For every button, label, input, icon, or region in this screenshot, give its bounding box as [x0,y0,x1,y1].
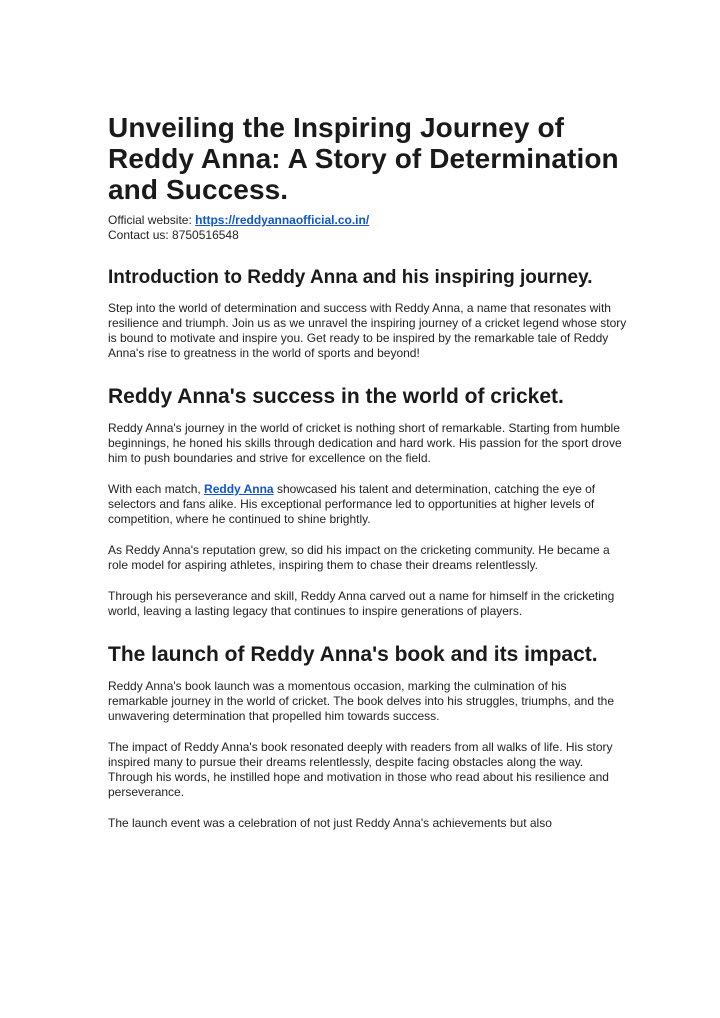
intro-heading: Introduction to Reddy Anna and his inspiring journey. [108,267,593,288]
document-meta [108,213,628,243]
document-title: Unveiling the Inspiring Journey of Reddy Anna: A Story of Determination and Success. [108,112,619,205]
success-paragraph-4: Through his perseverance and skill, Reddy Anna carved out a name for himself in the cricketing world, leaving a lasting legacy that continues to inspire generations of players. [108,589,615,618]
book-heading: The launch of Reddy Anna's book and its impact. [108,643,598,666]
website-label: Official website: [108,213,196,227]
success-paragraph-2 [108,482,628,527]
contact-line: Contact us: 8750516548 [108,228,239,242]
website-link[interactable]: https://reddyannaofficial.co.in/ [195,213,370,227]
success-paragraph-1: Reddy Anna's journey in the world of cricket is nothing short of remarkable. Starting from humble beginnings, he honed his skills through dedication and hard work. His passion for the sport drove him to push boundaries and strive for excellence on the field. [108,421,622,465]
success-paragraph-3: As Reddy Anna's reputation grew, so did his impact on the cricketing community. He became a role model for aspiring athletes, inspiring them to chase their dreams relentlessly. [108,543,610,572]
book-paragraph-1: Reddy Anna's book launch was a momentous occasion, marking the culmination of his remarkable journey in the world of cricket. The book delves into his struggles, triumphs, and the unwavering determination that propelled him towards success. [108,679,615,723]
book-paragraph-3: The launch event was a celebration of not just Reddy Anna's achievements but also [108,816,552,830]
intro-paragraph: Step into the world of determination and success with Reddy Anna, a name that resonates with resilience and triumph. Join us as we unravel the inspiring journey of a cricket legend whose story is bound to motivate and inspire you. Get ready to be inspired by the remarkable tale of Reddy Anna's rise to greatness in the world of sports and beyond! [108,301,627,360]
success-p2-before: With each match, [108,482,205,496]
success-p2-after: showcased his talent and determination, catching the eye of selectors and fans alike. His exceptional performance led to opportunities at higher levels of competition, where he continued to shine brightly. [108,482,596,526]
reddy-anna-link[interactable]: Reddy Anna [204,482,274,496]
success-heading: Reddy Anna's success in the world of cricket. [108,385,564,408]
official-website-line [108,213,628,228]
document-page [108,112,628,831]
book-paragraph-2: The impact of Reddy Anna's book resonated deeply with readers from all walks of life. His story inspired many to pursue their dreams relentlessly, despite facing obstacles along the way. Through his words, he instilled hope and motivation in those who read about his resilience and perseverance. [108,740,613,799]
